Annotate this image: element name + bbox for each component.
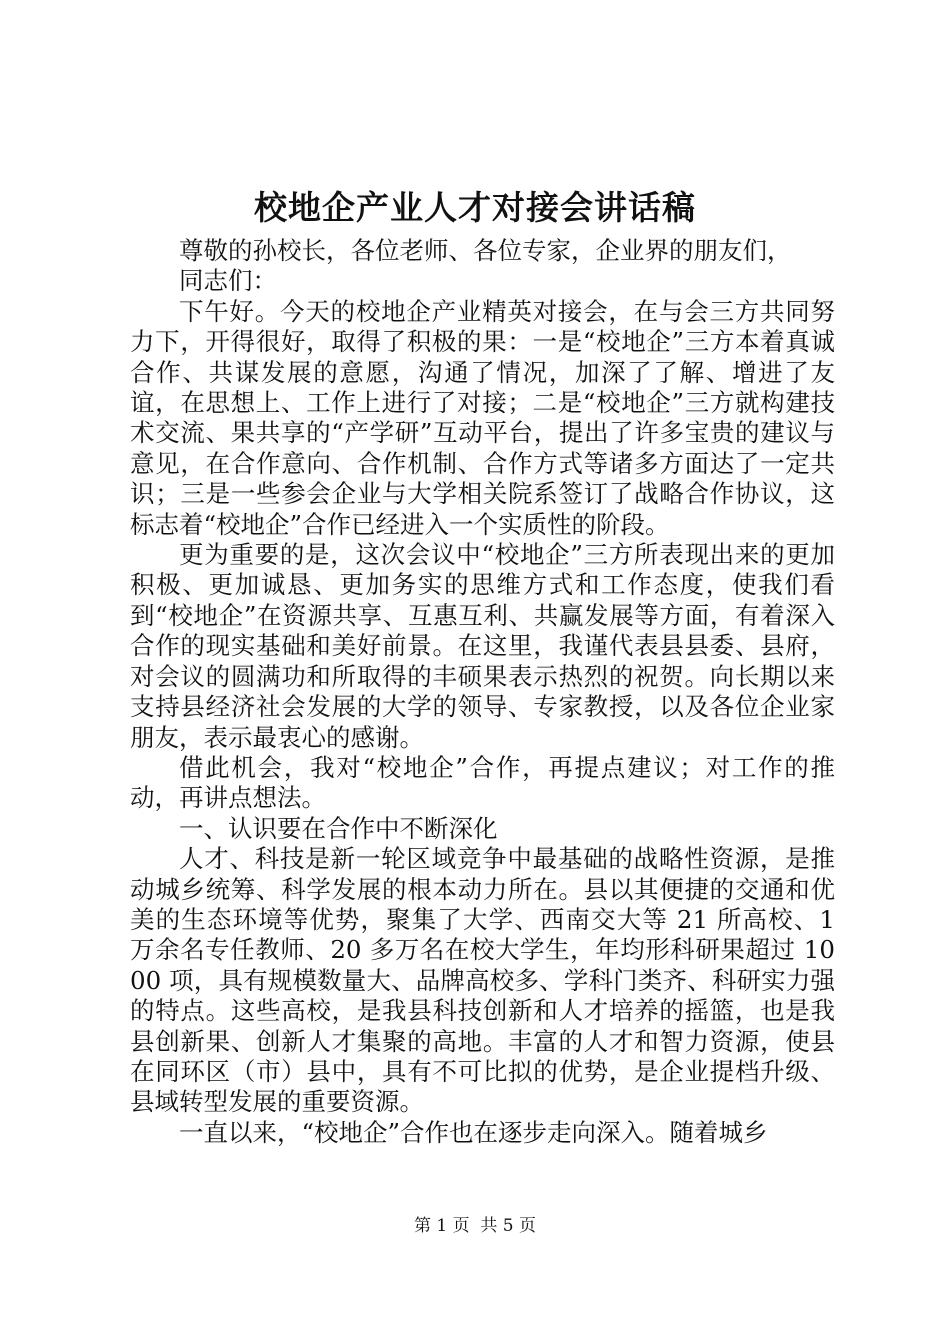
page-total: 共 5 页 bbox=[480, 1216, 537, 1236]
section-heading: 一、认识要在合作中不断深化 bbox=[179, 813, 498, 843]
body-paragraph: 一直以来，“校地企”合作也在逐步走向深入。随着城乡 bbox=[179, 1117, 768, 1147]
body-paragraph: 更为重要的是，这次会议中“校地企”三方所表现出来的更加积极、更加诚恳、更加务实的思维方式和工作态度，使我们看到“校地企”在资源共享、互惠互利、共赢发展等方面，有着深入合作的现实基础和美好前景。在这里，我谨代表县县委、县府，对会议的圆满功和所取得的丰硕果表示热烈的祝贺。向长期以来支持县经济社会发展的大学的领导、专家教授，以及各位企业家朋友，表示最衷心的感谢。 bbox=[130, 540, 835, 752]
document-title: 校地企产业人才对接会讲话稿 bbox=[254, 188, 696, 227]
page-footer bbox=[0, 1215, 950, 1237]
page-number: 第 1 页 bbox=[413, 1216, 470, 1236]
body-paragraph: 下午好。今天的校地企产业精英对接会，在与会三方共同努力下，开得很好，取得了积极的果：一是“校地企”三方本着真诚合作、共谋发展的意愿，沟通了情况，加深了了解、增进了友谊，在思想上、工作上进行了对接；二是“校地企”三方就构建技术交流、果共享的“产学研”互动平台，提出了许多宝贵的建议与意见，在合作意向、合作机制、合作方式等诸多方面达了一定共识；三是一些参会企业与大学相关院系签订了战略合作协议，这标志着“校地企”合作已经进入一个实质性的阶段。 bbox=[130, 296, 835, 539]
body-paragraph: 借此机会，我对“校地企”合作，再提点建议；对工作的推动，再讲点想法。 bbox=[130, 752, 835, 813]
salutation-line: 尊敬的孙校长，各位老师、各位专家，企业界的朋友们， bbox=[179, 236, 792, 265]
body-paragraph: 人才、科技是新一轮区域竞争中最基础的战略性资源，是推动城乡统筹、科学发展的根本动力所在。县以其便捷的交通和优美的生态环境等优势，聚集了大学、西南交大等 21 所高校、1 万余名专任教师、20 多万名在校大学生，年均形科研果超过 1000 项，具有规模数量大、品牌高校多、学科门类齐、科研实力强的特点。这些高校，是我县科技创新和人才培养的摇篮，也是我县创新果、创新人才集聚的高地。丰富的人才和智力资源，使县在同环区（市）县中，具有不可比拟的优势，是企业提档升级、县域转型发展的重要资源。 bbox=[130, 844, 835, 1117]
document-body bbox=[130, 236, 835, 1148]
salutation-line: 同志们： bbox=[179, 266, 277, 296]
